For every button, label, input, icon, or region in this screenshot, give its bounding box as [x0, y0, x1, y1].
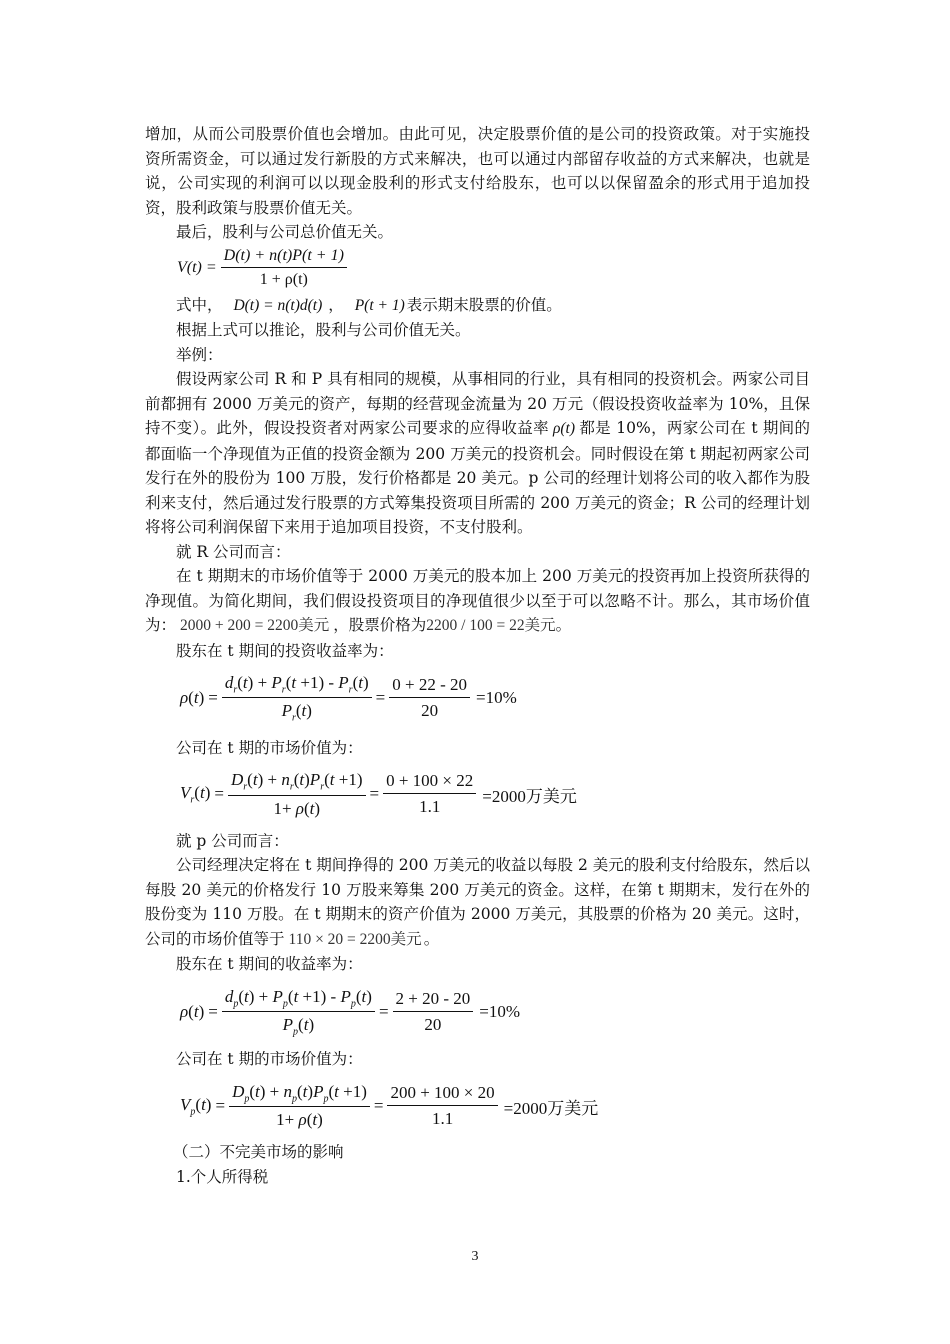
formula-firm-value: [145, 247, 810, 289]
page-number: 3: [471, 1249, 479, 1264]
formula-r-return: ρ(t) = $\frac{d_r(t) + P_r(t +1) - P_r(t)}{P_r(t)}$ = $\frac{0 + 22 - 20}{20}$ =10%: [180, 673, 517, 724]
paragraph-investment-policy: 增加，从而公司股票价值也会增加。由此可见，决定股票价值的是公司的投资政策。对于实施投资所需资金，可以通过发行新股的方式来解决，也可以通过内部留存收益的方式来解决，也就是说，公司实现的利润可以以现金股利的形式支付给股东，也可以以保留盈余的形式用于追加投资，股利政策与股票价值无关。: [145, 125, 810, 217]
subsection-heading-income-tax: 1.个人所得税: [176, 1167, 269, 1186]
paragraph-r-market-value-label: 公司在 t 期的市场价值为：: [176, 738, 363, 757]
paragraph-example-heading: 举例：: [176, 345, 223, 364]
end-price-symbol: P(t + 1): [354, 296, 405, 314]
section-heading-imperfect-market: （二）不完美市场的影响: [173, 1143, 344, 1162]
paragraph-example-setup: 假设两家公司 R 和 P 具有相同的规模，从事相同的行业，具有相同的投资机会。两家公司目前都拥有 2000 万美元的资产，每期的经营现金流量为 20 万元（假设投资收益率为 10%，且保持不变）。此外，假设投资者对两家公司要求的应得收益率 ρ(t) 都是 10%，两家公司在 t 期间的都面临一个净现值为正值的投资金额为 200 万美元的投资机会。同时假设在第 t 期起初两家公司发行在外的股份为 100 万股，发行价格都是 20 美元。p 公司的经理计划将公司的收入都作为股利来支付，然后通过发行股票的方式筹集投资项目所需的 200 万美元的资金；R 公司的经理计划将将公司利润保留下来用于追加项目投资，不支付股利。: [145, 370, 810, 536]
paragraph-p-return-label: 股东在 t 期间的收益率为：: [176, 955, 363, 974]
formula-r-market-value: $V_r(t)$ = $\frac{D_r(t) + n_r(t)P_r(t +1)}{1+ \rho(t)}$ = $\frac{0 + 100 \times 22}{1.1}$ =2000万美元: [180, 770, 577, 818]
paragraph-r-company-heading: 就 R 公司而言：: [176, 542, 291, 561]
formula-denominator: 1 + ρ(t): [259, 270, 308, 288]
paragraph-r-company-value: 在 t 期期末的市场价值等于 2000 万美元的股本加上 200 万美元的投资再加上投资所获得的净现值。为简化期间，我们假设投资项目的净现值很少以至于可以忽略不计。那么，其市场价值为： 2000 + 200 = 2200美元 ，股票价格为2200 / 100 = 22美元。: [145, 567, 810, 634]
formula-numerator: D(t) + n(t)P(t + 1): [221, 247, 347, 268]
paragraph-definitions: 式中， D(t) = n(t)d(t) ， P(t + 1) 表示期末股票的价值。: [176, 295, 562, 314]
paragraph-dividend-total-value: 最后，股利与公司总价值无关。: [176, 223, 394, 241]
paragraph-p-company-heading: 就 p 公司而言：: [176, 831, 289, 850]
paragraph-p-market-value-label: 公司在 t 期的市场价值为：: [176, 1050, 363, 1069]
formula-lhs: V(t) =: [177, 258, 217, 276]
paragraph-inference: 根据上式可以推论，股利与公司价值无关。: [176, 321, 471, 339]
dividend-definition: D(t) = n(t)d(t): [233, 296, 323, 314]
formula-p-return: ρ(t) = $\frac{d_p(t) + P_p(t +1) - P_p(t)}{P_p(t)}$ = $\frac{2 + 20 - 20}{20}$ =10%: [180, 986, 521, 1038]
paragraph-r-return-label: 股东在 t 期间的投资收益率为：: [176, 641, 394, 660]
paragraph-p-company-value: 公司经理决定将在 t 期间挣得的 200 万美元的收益以每股 2 美元的股利支付给股东，然后以每股 20 美元的价格发行 10 万股来筹集 200 万美元的资金。这样，在第 t 期期末，发行在外的股份变为 110 万股。在 t 期期末的资产价值为 2000 万美元，其股票的价格为 20 美元。这时，公司的市场价值等于 110 × 20 = 2200美元 。: [145, 856, 810, 948]
formula-p-market-value: $V_p(t)$ = $\frac{D_p(t) + n_p(t)P_p(t +1)}{1+ \rho(t)}$ = $\frac{200 + 100 \times 20}{1.1}$ =2000万美元: [180, 1081, 599, 1130]
document-page: [145, 122, 810, 1189]
